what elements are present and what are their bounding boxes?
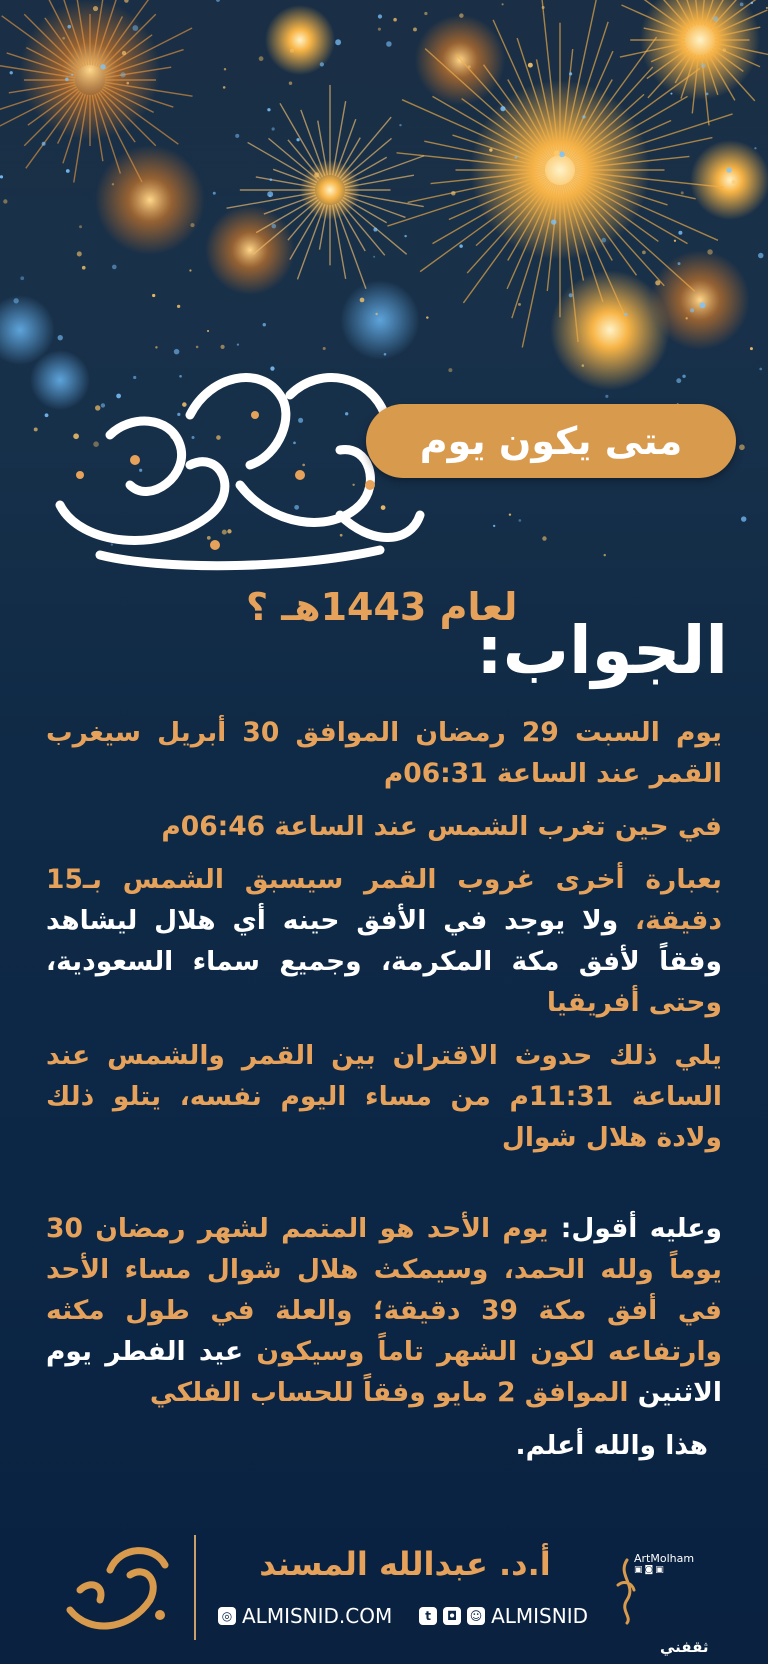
twitter-icon: t <box>419 1607 437 1625</box>
globe-icon: ◎ <box>218 1607 236 1625</box>
conclusion <box>46 1208 722 1478</box>
hijri-year: لعام 1443هـ ؟ <box>246 585 518 629</box>
eid-date-highlight: عيد الفطر يوم الاثنين <box>46 1336 722 1408</box>
footer-links <box>218 1604 588 1628</box>
snapchat-icon: ☺ <box>467 1607 485 1625</box>
paragraph-visibility-lead: بعبارة أخرى غروب القمر سيسبق الشمس بـ15 دقيقة، <box>46 864 722 936</box>
author-name: أ.د. عبدالله المسند <box>259 1545 551 1583</box>
paragraph-visibility <box>46 859 722 1023</box>
answer-heading: الجواب: <box>476 612 728 689</box>
website-text: ALMISNID.COM <box>242 1604 393 1628</box>
watermark-thaqafni: ثقفني <box>660 1638 709 1656</box>
badge-text: متى يكون يوم <box>419 419 683 463</box>
social-handle[interactable] <box>419 1604 588 1628</box>
paragraph-sunset: في حين تغرب الشمس عند الساعة 06:46م <box>161 811 722 842</box>
paragraph-visibility-detail: ولا يوجد في الأفق حينه أي هلال ليشاهد وفقاً لأفق مكة المكرمة، وجميع سماء السعودية، <box>46 905 722 977</box>
website-link[interactable] <box>218 1604 392 1628</box>
handle-text: ALMISNID <box>491 1604 588 1628</box>
footer-divider <box>194 1535 196 1640</box>
conclusion-part2: الموافق 2 مايو وفقاً للحساب الفلكي <box>149 1377 629 1408</box>
conclusion-paragraph <box>46 1208 722 1413</box>
closing-line: هذا والله أعلم. <box>515 1430 708 1461</box>
instagram-icon: ◘ <box>443 1607 461 1625</box>
signature-logo <box>60 1540 180 1640</box>
artmolham-social-icons: ▣◙▣ <box>634 1565 666 1575</box>
artmolham-brand <box>612 1552 694 1575</box>
paragraph-moonset: يوم السبت 29 رمضان الموافق 30 أبريل سيغرب القمر عند الساعة 06:31م <box>46 717 722 789</box>
question-badge <box>366 404 736 478</box>
artmolham-name: ArtMolham <box>634 1552 695 1565</box>
answer-body <box>46 712 722 1170</box>
conclusion-part1: يوم الأحد هو المتمم لشهر رمضان 30 يوماً ولله الحمد، وسيمكث هلال شوال مساء الأحد في أفق مكة 39 دقيقة؛ والعلة في طول مكثه وارتفاعه لكون الشهر تاماً وسيكون <box>46 1213 722 1367</box>
paragraph-conjunction: يلي ذلك حدوث الاقتران بين القمر والشمس عند الساعة 11:31م من مساء اليوم نفسه، يتلو ذلك ولادة هلال شوال <box>46 1040 723 1153</box>
paragraph-visibility-tail: وحتى أفريقيا <box>546 987 722 1018</box>
conclusion-lead: وعليه أقول: <box>560 1213 722 1244</box>
